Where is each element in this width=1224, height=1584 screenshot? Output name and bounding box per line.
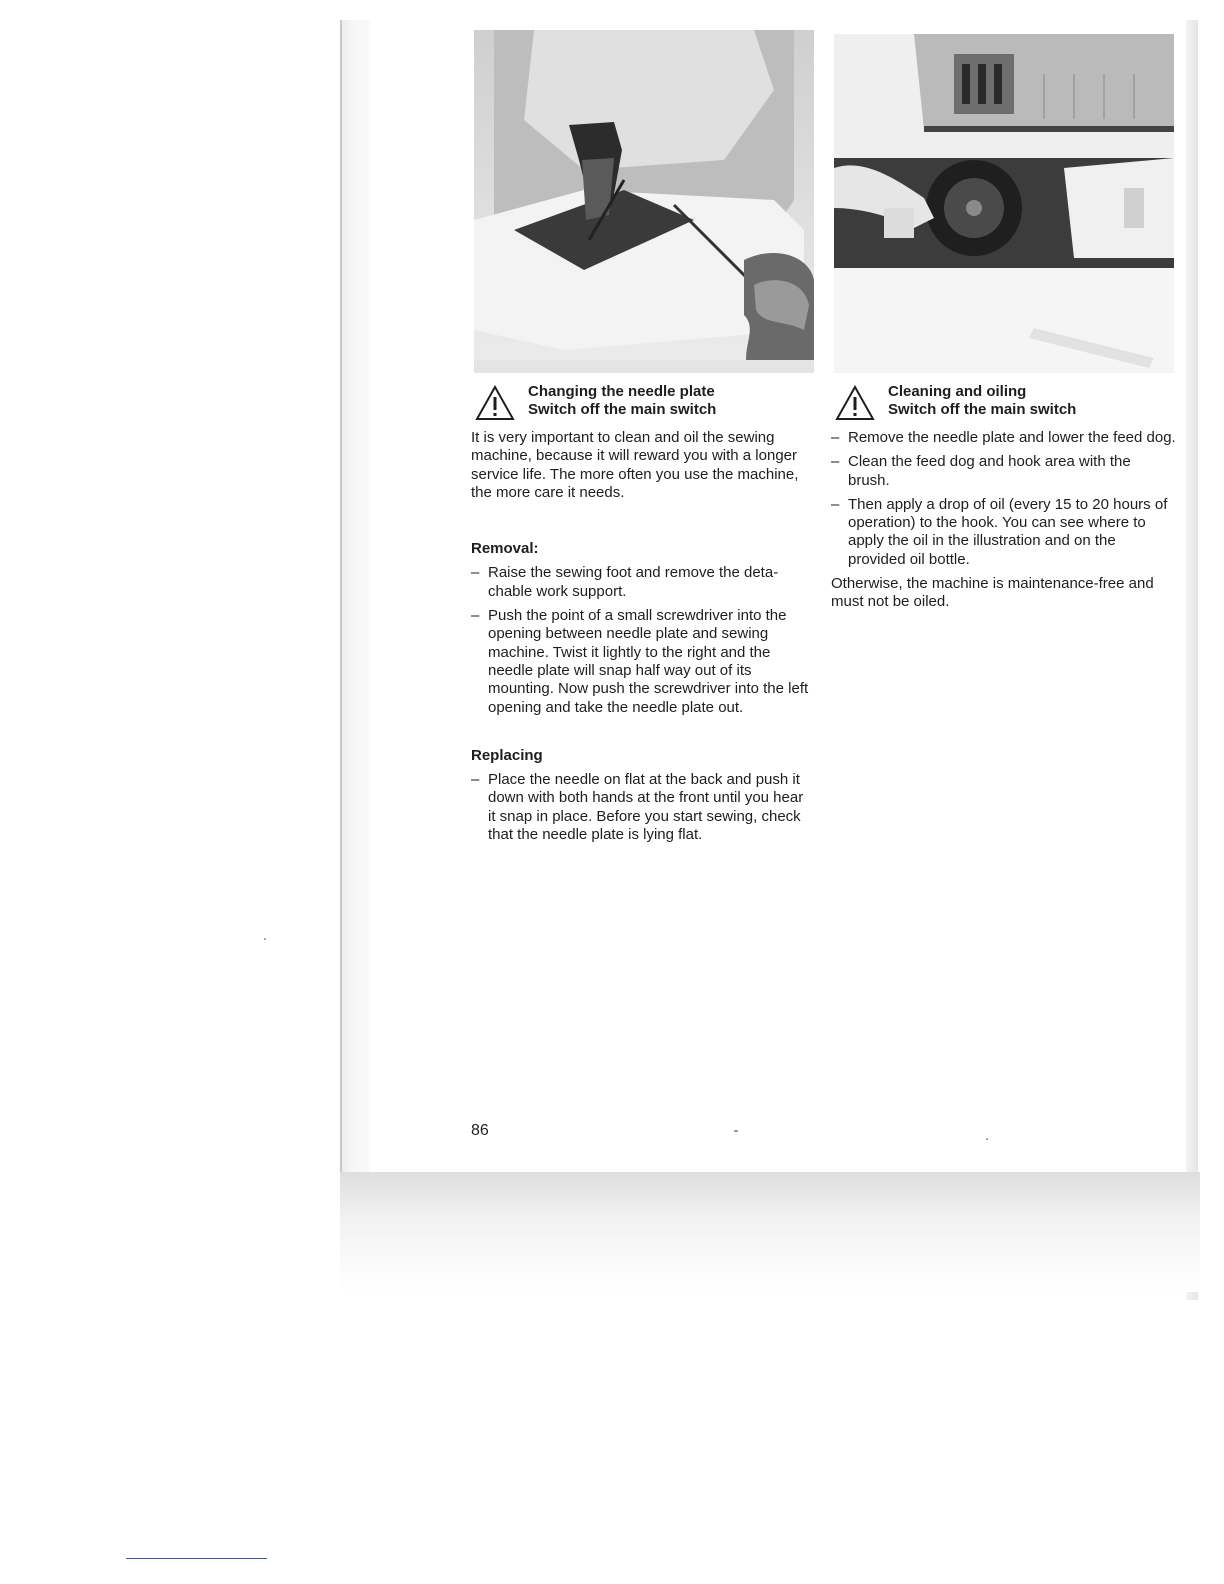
- cleaning-oiling-heading: [831, 381, 1176, 425]
- feed-dog-closeup-photo: [834, 34, 1174, 158]
- needle-plate-removal-photo: [474, 30, 814, 373]
- removal-heading: Removal:: [471, 540, 539, 558]
- cleaning-oiling-title: Cleaning and oiling: [888, 383, 1027, 400]
- cleaning-oiling-section: [831, 381, 1176, 612]
- closing-paragraph: Otherwise, the machine is maintenance-free and must not be oiled.: [831, 575, 1154, 611]
- list-item: – Raise the sewing foot and remove the detachable work support.: [471, 564, 813, 601]
- list-item: – Remove the needle plate and lower the feed dog.: [831, 429, 1176, 447]
- scan-speck: [734, 1130, 738, 1132]
- hook-oiling-photo: [834, 158, 1174, 373]
- list-item: – Push the point of a small screwdriver into the opening between needle plate and sewing machine. Twist it lightly to the right and the needle plate will snap half way out of its mounting. Now push the screwdriver into the left opening and take the needle plate out.: [471, 607, 813, 717]
- list-item: – Then apply a drop of oil (every 15 to 20 hours of operation) to the hook. You can see where to apply the oil in the illustration and on the provided oil bottle.: [831, 496, 1176, 569]
- needle-plate-section: [471, 381, 813, 850]
- needle-plate-heading: [471, 381, 813, 425]
- cleaning-oiling-subtitle: Switch off the main switch: [888, 401, 1077, 418]
- needle-plate-title: Changing the needle plate: [528, 383, 715, 400]
- footer-rule: [126, 1558, 267, 1559]
- page-bottom-shadow: [340, 1172, 1200, 1292]
- warning-icon: [835, 385, 875, 421]
- replacing-heading: Replacing: [471, 746, 543, 764]
- page-number: 86: [471, 1122, 489, 1139]
- list-item: – Clean the feed dog and hook area with the brush.: [831, 453, 1176, 490]
- removal-list: [471, 564, 813, 716]
- scan-speck: [986, 1138, 988, 1140]
- scan-speck: [264, 938, 266, 940]
- intro-paragraph: It is very important to clean and oil the sewing machine, because it will reward you with a longer service life. The more often you use the machine, the more care it needs.: [471, 429, 799, 501]
- needle-plate-subtitle: Switch off the main switch: [528, 401, 717, 418]
- list-item: – Place the needle on flat at the back and push it down with both hands at the front until you hear it snap in place. Before you start sewing, check that the needle plate is lying flat.: [471, 771, 813, 844]
- replacing-list: [471, 771, 813, 844]
- warning-icon: [475, 385, 515, 421]
- page-edge-shadow: [1186, 20, 1198, 1300]
- page-binding-shadow: [340, 20, 372, 1190]
- cleaning-list: [831, 429, 1176, 569]
